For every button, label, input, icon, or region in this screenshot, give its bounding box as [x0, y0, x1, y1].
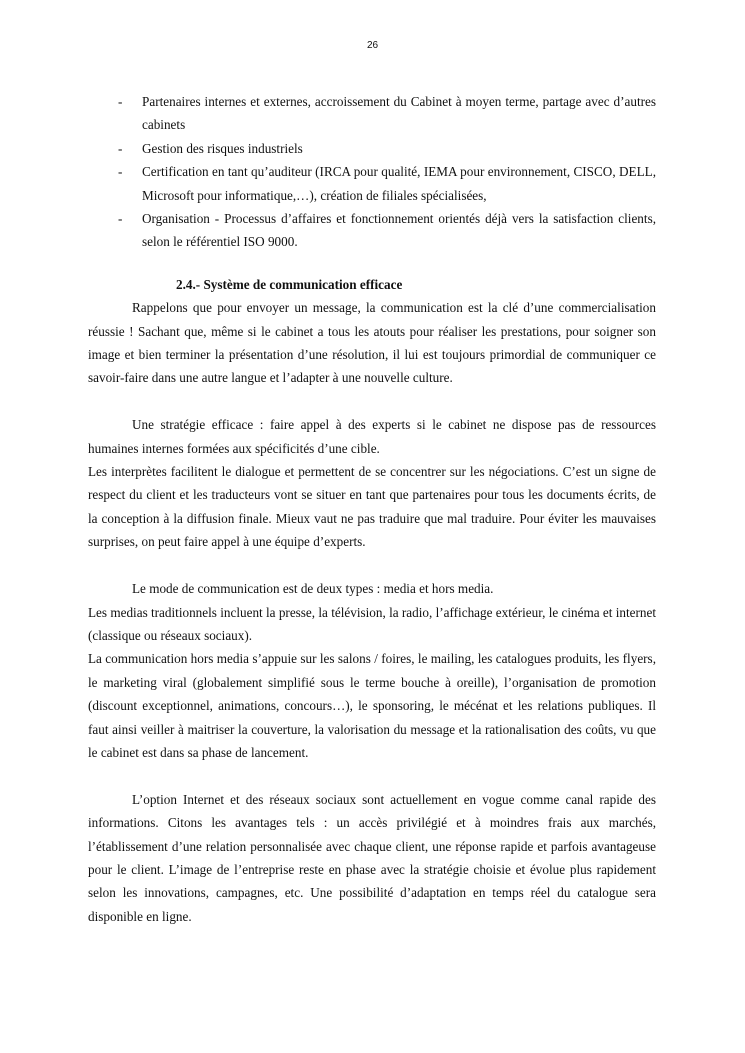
paragraph-internet: L’option Internet et des réseaux sociaux sont actuellement en vogue comme canal rapide des informations. Citons les avantages tels : un accès privilégié et à moindres frais aux marchés, l’établissement d’une relation personnalisée avec chaque client, une réponse rapide et parfois avantageuse pour le client. L’image de l’entreprise reste en phase avec la stratégie choisie et évolue plus rapidement selon les innovations, campagnes, etc. Une possibilité d’adaptation en temps réel du catalogue sera disponible en ligne. — [88, 791, 656, 924]
paragraph-traditional-media: Les medias traditionnels incluent la presse, la télévision, la radio, l’affichage extérieur, le cinéma et internet (classique ou réseaux sociaux). — [88, 604, 656, 643]
paragraph-hors-media: La communication hors media s’appuie sur les salons / foires, le mailing, les catalogues produits, les flyers, le marketing viral (globalement simplifié sous le terme bouche à oreille), l’organisation de promotion (discount exceptionnel, animations, concours…), le sponsoring, le mécénat et les relations publiques. Il faut ainsi veiller à maitriser la couverture, la valorisation du message et la rationalisation des coûts, vu que le cabinet est dans sa phase de lancement. — [88, 651, 656, 760]
bullet-dash: - — [118, 211, 123, 227]
bullet-dash: - — [118, 94, 123, 109]
list-item — [88, 137, 656, 160]
paragraph-strategy: Une stratégie efficace : faire appel à des experts si le cabinet ne dispose pas de ressources humaines internes formées aux spécificités d’une cible. — [88, 417, 656, 456]
list-item — [88, 90, 656, 137]
paragraph-intro: Rappelons que pour envoyer un message, la communication est la clé d’une commercialisation réussie ! Sachant que, même si le cabinet a tous les atouts pour réaliser les prestations, pour soigner son image et bien terminer la présentation d’une résolution, il lui est toujours primordial de communiquer ce savoir-faire dans une autre langue et l’adapter à une nouvelle culture. — [88, 300, 656, 386]
page-number: 26 — [366, 40, 379, 51]
paragraph-communication-modes: Le mode de communication est de deux types : media et hors media. — [132, 581, 494, 597]
bullet-list — [88, 90, 656, 254]
document-body — [88, 90, 656, 928]
list-item — [88, 207, 656, 254]
list-item-text: Certification en tant qu’auditeur (IRCA pour qualité, IEMA pour environnement, CISCO, DELL, Microsoft pour informatique,…), création de filiales spécialisées, — [142, 164, 656, 203]
section-heading: 2.4.- Système de communication efficace — [176, 276, 403, 292]
bullet-dash: - — [118, 140, 123, 156]
list-item — [88, 160, 656, 207]
list-item-text: Partenaires internes et externes, accroissement du Cabinet à moyen terme, partage avec d’autres cabinets — [142, 94, 656, 133]
list-item-text: Gestion des risques industriels — [142, 140, 303, 156]
paragraph-interpreters: Les interprètes facilitent le dialogue et permettent de se concentrer sur les négociations. C’est un signe de respect du client et les traducteurs vont se situer en tant que partenaires pour tous les documents écrits, de la conception à la diffusion finale. Mieux vaut ne pas traduire que mal traduire. Pour éviter les mauvaises surprises, on peut faire appel à une équipe d’experts. — [88, 464, 656, 550]
list-item-text: Organisation - Processus d’affaires et fonctionnement orientés déjà vers la satisfaction clients, selon le référentiel ISO 9000. — [142, 211, 656, 250]
bullet-dash: - — [118, 164, 123, 180]
